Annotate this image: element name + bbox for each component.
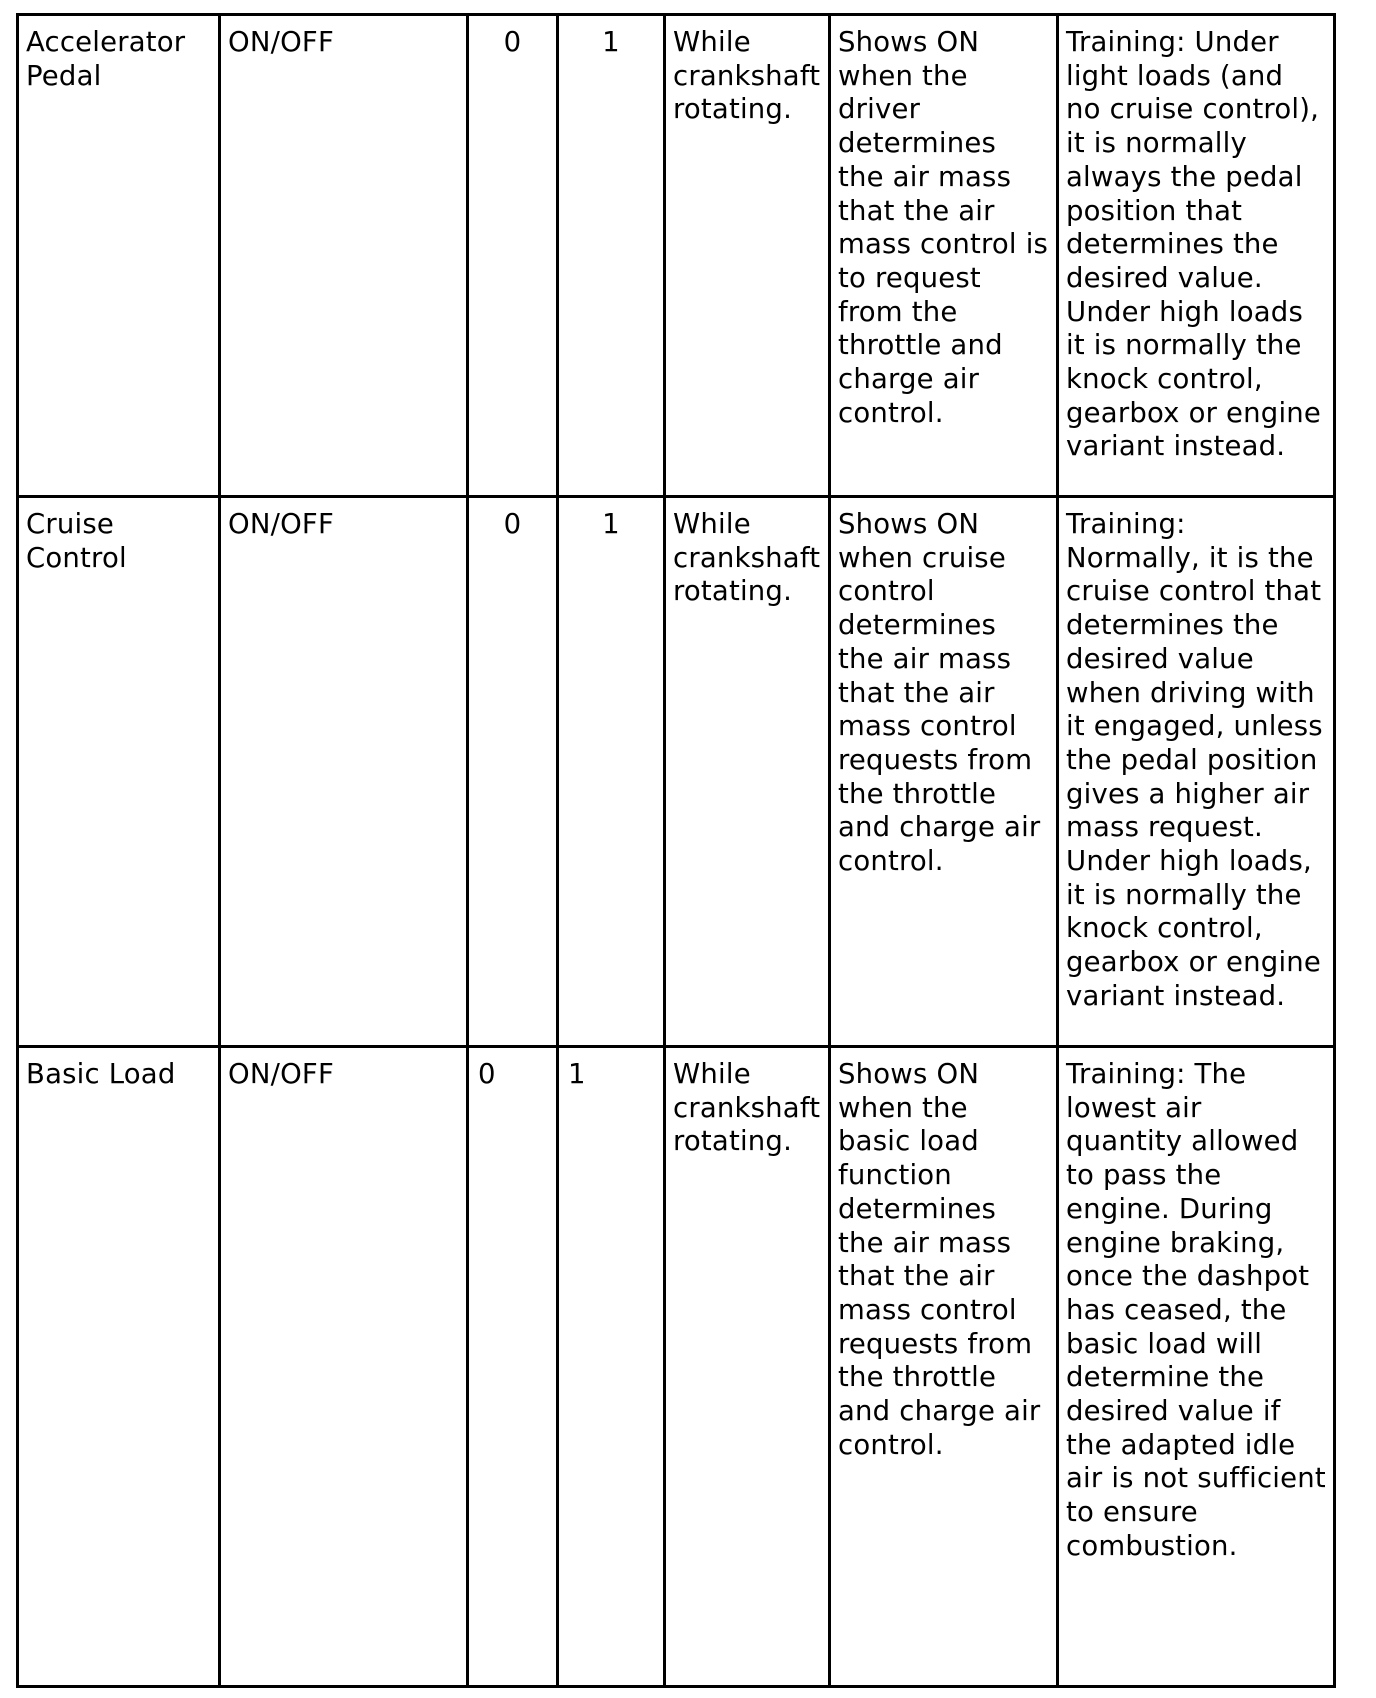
- parameter-table: [16, 13, 1336, 1688]
- parameter-note: Training: The lowest air quantity allowed to pass the engine. During engine braking, once the dashpot has ceased, the basic load will determine the desired value if the adapted idle air is not sufficient to ensure combustion.: [1058, 1047, 1335, 1687]
- table-row: [18, 1047, 1335, 1687]
- parameter-description: Shows ON when the basic load function determines the air mass that the air mass control requests from the throttle and charge air control.: [830, 1047, 1058, 1687]
- parameter-description: Shows ON when cruise control determines the air mass that the air mass control requests from the throttle and charge air control.: [830, 497, 1058, 1047]
- parameter-condition: While crankshaft rotating.: [665, 15, 830, 497]
- table-row: [18, 15, 1335, 497]
- parameter-name: Cruise Control: [18, 497, 220, 1047]
- parameter-condition: While crankshaft rotating.: [665, 497, 830, 1047]
- parameter-min: 0: [468, 15, 558, 497]
- parameter-min: 0: [468, 497, 558, 1047]
- parameter-condition: While crankshaft rotating.: [665, 1047, 830, 1687]
- parameter-max: 1: [558, 1047, 665, 1687]
- table-row: [18, 497, 1335, 1047]
- parameter-max: 1: [558, 497, 665, 1047]
- parameter-note: Training: Under light loads (and no cruise control), it is normally always the pedal position that determines the desired value. Under high loads it is normally the knock control, gearbox or engine variant instead.: [1058, 15, 1335, 497]
- parameter-type: ON/OFF: [220, 15, 468, 497]
- parameter-min: 0: [468, 1047, 558, 1687]
- parameter-max: 1: [558, 15, 665, 497]
- parameter-name: Accelerator Pedal: [18, 15, 220, 497]
- parameter-description: Shows ON when the driver determines the air mass that the air mass control is to request from the throttle and charge air control.: [830, 15, 1058, 497]
- parameter-type: ON/OFF: [220, 497, 468, 1047]
- parameter-type: ON/OFF: [220, 1047, 468, 1687]
- parameter-name: Basic Load: [18, 1047, 220, 1687]
- parameter-note: Training: Normally, it is the cruise control that determines the desired value when driving with it engaged, unless the pedal position gives a higher air mass request. Under high loads, it is normally the knock control, gearbox or engine variant instead.: [1058, 497, 1335, 1047]
